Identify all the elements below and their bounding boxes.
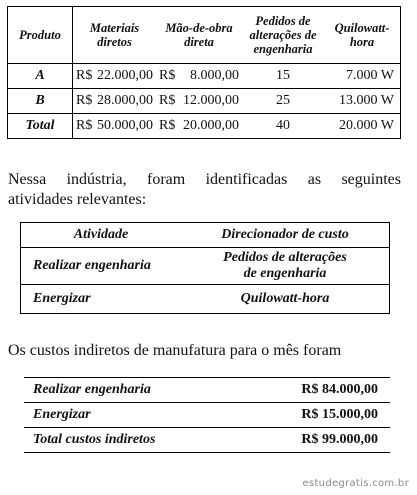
cell-value: 20.000,00 bbox=[183, 118, 239, 133]
table-row bbox=[24, 378, 390, 403]
currency-symbol: R$ bbox=[159, 93, 176, 108]
cell-value: 28.000,00 bbox=[97, 93, 153, 108]
word: seguintes bbox=[341, 171, 401, 188]
cell-materiais bbox=[73, 64, 157, 89]
table-row bbox=[8, 64, 401, 89]
paragraph-line bbox=[8, 170, 401, 190]
driver-line: Pedidos de alterações bbox=[223, 250, 347, 265]
cell-value: R$ 84.000,00 bbox=[243, 378, 390, 403]
word: as bbox=[307, 171, 322, 188]
activities-table bbox=[20, 222, 390, 314]
table-row-total bbox=[24, 428, 390, 453]
table-row bbox=[24, 403, 390, 428]
word: indústria, bbox=[66, 171, 127, 188]
cell-label: Energizar bbox=[24, 403, 243, 428]
header-produto: Produto bbox=[8, 7, 73, 64]
cell-mao-de-obra bbox=[156, 89, 242, 114]
cell-pedidos: 25 bbox=[242, 89, 324, 114]
cell-mao-de-obra bbox=[156, 64, 242, 89]
activities-table-header bbox=[21, 223, 390, 248]
cell-kwh: 13.000 W bbox=[324, 89, 401, 114]
header-kwh: Quilowatt-hora bbox=[324, 7, 401, 64]
cell-mao-de-obra bbox=[156, 114, 242, 139]
table-row bbox=[21, 248, 390, 285]
word: identificadas bbox=[205, 171, 288, 188]
cell-label: Total custos indiretos bbox=[33, 432, 156, 447]
site-watermark: estudegratis.com.br bbox=[302, 478, 409, 489]
currency-symbol: R$ bbox=[76, 93, 93, 108]
cell-produto: A bbox=[8, 64, 73, 89]
header-direcionador: Direcionador de custo bbox=[181, 223, 390, 248]
table-row-total bbox=[8, 114, 401, 139]
cell-pedidos: 40 bbox=[276, 118, 290, 133]
currency-symbol: R$ bbox=[76, 68, 93, 83]
table-row bbox=[8, 89, 401, 114]
cell-kwh: 20.000 W bbox=[339, 118, 394, 133]
cell-value: 22.000,00 bbox=[97, 68, 153, 83]
products-table-header bbox=[8, 7, 401, 64]
cell-atividade: Realizar engenharia bbox=[21, 248, 182, 285]
table-row bbox=[21, 285, 390, 314]
header-mao-de-obra: Mão-de-obra direta bbox=[156, 7, 242, 64]
paragraph-activities bbox=[8, 170, 401, 210]
word: Nessa bbox=[8, 171, 47, 188]
cell-produto: B bbox=[8, 89, 73, 114]
cell-value: 50.000,00 bbox=[97, 118, 153, 133]
cell-pedidos: 15 bbox=[242, 64, 324, 89]
cell-materiais bbox=[73, 114, 157, 139]
cell-value: R$ 99.000,00 bbox=[301, 432, 378, 447]
currency-symbol: R$ bbox=[76, 118, 93, 133]
currency-symbol: R$ bbox=[159, 68, 176, 83]
header-atividade: Atividade bbox=[21, 223, 182, 248]
cell-value: 12.000,00 bbox=[183, 93, 239, 108]
cell-direcionador: Quilowatt-hora bbox=[240, 291, 330, 306]
products-table bbox=[7, 6, 401, 139]
cell-atividade: Energizar bbox=[33, 291, 91, 306]
cell-value: R$ 15.000,00 bbox=[243, 403, 390, 428]
indirect-costs-table bbox=[24, 377, 390, 453]
paragraph-costs: Os custos indiretos de manufatura para o mês foram bbox=[8, 342, 342, 359]
currency-symbol: R$ bbox=[159, 118, 176, 133]
cell-value: 8.000,00 bbox=[190, 68, 239, 83]
word: foram bbox=[147, 171, 186, 188]
cell-produto: Total bbox=[8, 114, 73, 139]
cell-direcionador bbox=[181, 248, 390, 285]
header-materiais: Materiais diretos bbox=[73, 7, 157, 64]
driver-line: de engenharia bbox=[243, 266, 327, 281]
paragraph-line: atividades relevantes: bbox=[8, 191, 147, 208]
header-pedidos: Pedidos de alterações de engenharia bbox=[242, 7, 324, 64]
cell-kwh: 7.000 W bbox=[324, 64, 401, 89]
cell-materiais bbox=[73, 89, 157, 114]
cell-label: Realizar engenharia bbox=[24, 378, 243, 403]
